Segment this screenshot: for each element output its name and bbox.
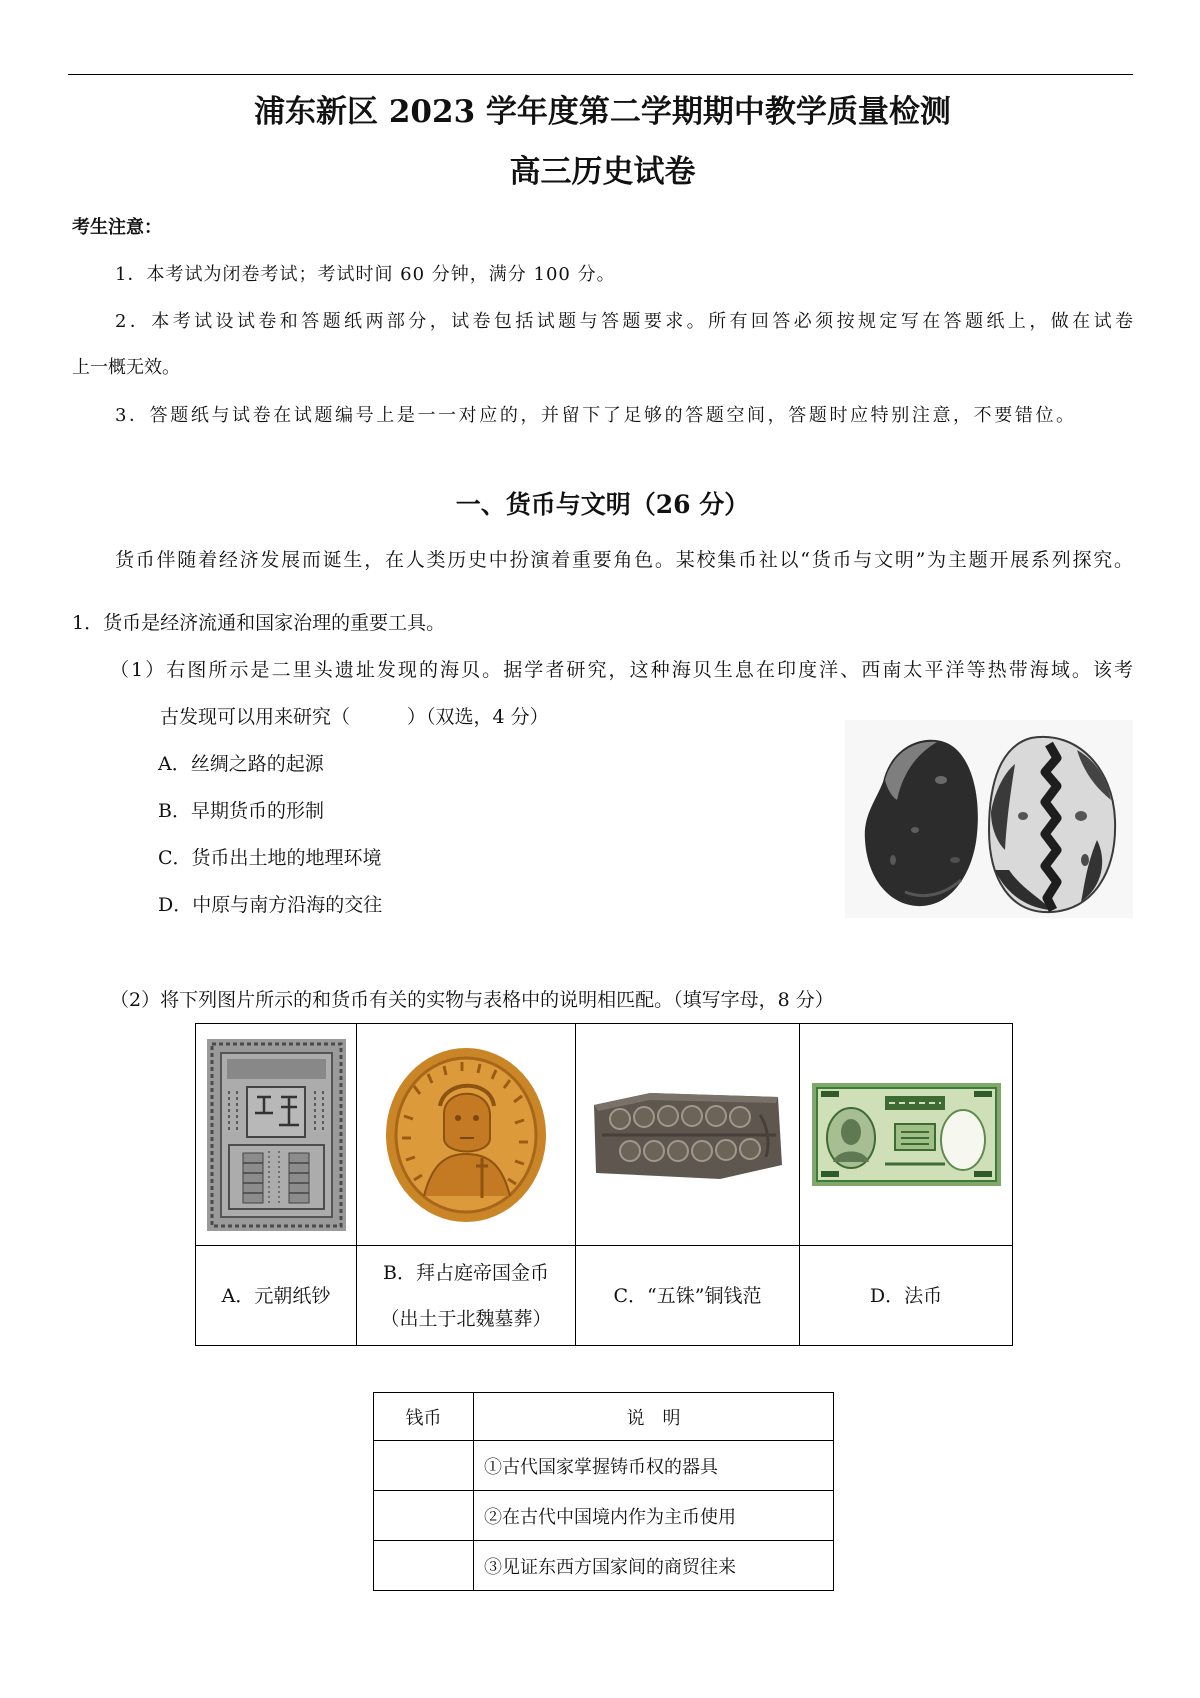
fabi-banknote-image — [811, 1082, 1002, 1187]
cell-label-c — [576, 1246, 800, 1346]
cell-image-c — [576, 1024, 800, 1246]
cell-image-d — [800, 1024, 1013, 1246]
cell-image-a — [196, 1024, 357, 1246]
cell-image-b — [357, 1024, 576, 1246]
byzantine-gold-coin-image — [384, 1046, 548, 1224]
notice-item-1: 1．本考试为闭卷考试；考试时间 60 分钟，满分 100 分。 — [115, 264, 616, 285]
table-row — [374, 1491, 834, 1541]
header-description: 说 明 — [474, 1393, 834, 1441]
cell-label-a — [196, 1246, 357, 1346]
table-row — [374, 1541, 834, 1591]
currency-items-table — [195, 1023, 1013, 1346]
section-heading: 一、货币与文明（26 分） — [455, 490, 750, 519]
option-b: B．早期货币的形制 — [158, 800, 324, 822]
notice-item-3: 3．答题纸与试卷在试题编号上是一一对应的，并留下了足够的答题空间，答题时应特别注意，不要错位。 — [115, 405, 1077, 426]
table-row — [374, 1441, 834, 1491]
exam-subtitle: 高三历史试卷 — [509, 154, 696, 190]
yuan-paper-money-image — [207, 1039, 346, 1231]
answer-cell — [374, 1541, 474, 1591]
top-rule — [68, 74, 1133, 75]
option-a: A．丝绸之路的起源 — [158, 753, 324, 775]
answer-cell — [374, 1491, 474, 1541]
matching-table — [373, 1392, 834, 1591]
notice-heading: 考生注意： — [72, 217, 162, 238]
item-label-d: D．法币 — [869, 1284, 943, 1307]
section-intro: 货币伴随着经济发展而诞生，在人类历史中扮演着重要角色。某校集币社以“货币与文明”为主题开展系列探究。 — [115, 549, 1133, 571]
question-1-2-prompt: （2）将下列图片所示的和货币有关的实物与表格中的说明相匹配。（填写字母，8 分） — [110, 989, 834, 1011]
option-c: C．货币出土地的地理环境 — [158, 847, 382, 869]
answer-cell — [374, 1441, 474, 1491]
image-row — [196, 1024, 1013, 1246]
right-shell — [989, 737, 1115, 912]
wuzhu-coin-mold-image — [590, 1087, 785, 1182]
notice-item-2-line-1: 2．本考试设试卷和答题纸两部分，试卷包括试题与答题要求。所有回答必须按规定写在答题纸上，做在试卷 — [115, 311, 1133, 332]
label-row — [196, 1246, 1013, 1346]
option-d: D．中原与南方沿海的交往 — [158, 894, 383, 916]
item-label-a: A．元朝纸钞 — [221, 1284, 331, 1307]
cowrie-shells-image — [845, 720, 1133, 918]
exam-title: 浦东新区 2023 学年度第二学期期中教学质量检测 — [254, 94, 951, 130]
description-cell: ③见证东西方国家间的商贸往来 — [474, 1541, 834, 1591]
item-label-b: B．拜占庭帝国金币 — [383, 1261, 549, 1284]
header-coin: 钱币 — [374, 1393, 474, 1441]
question-1-1-line-1: （1）右图所示是二里头遗址发现的海贝。据学者研究，这种海贝生息在印度洋、西南太平洋等热带海域。该考 — [110, 659, 1133, 681]
description-cell: ②在古代中国境内作为主币使用 — [474, 1491, 834, 1541]
question-1-stem: 1．货币是经济流通和国家治理的重要工具。 — [72, 612, 446, 634]
notice-item-2-line-2: 上一概无效。 — [72, 357, 180, 378]
item-note-b: （出土于北魏墓葬） — [380, 1307, 552, 1330]
cell-label-b — [357, 1246, 576, 1346]
item-label-c: C．“五铢”铜钱范 — [613, 1284, 762, 1307]
question-1-1-line-2: 古发现可以用来研究（ ）（双选，4 分） — [160, 706, 549, 728]
matching-table-header — [374, 1393, 834, 1441]
cell-label-d — [800, 1246, 1013, 1346]
description-cell: ①古代国家掌握铸币权的器具 — [474, 1441, 834, 1491]
